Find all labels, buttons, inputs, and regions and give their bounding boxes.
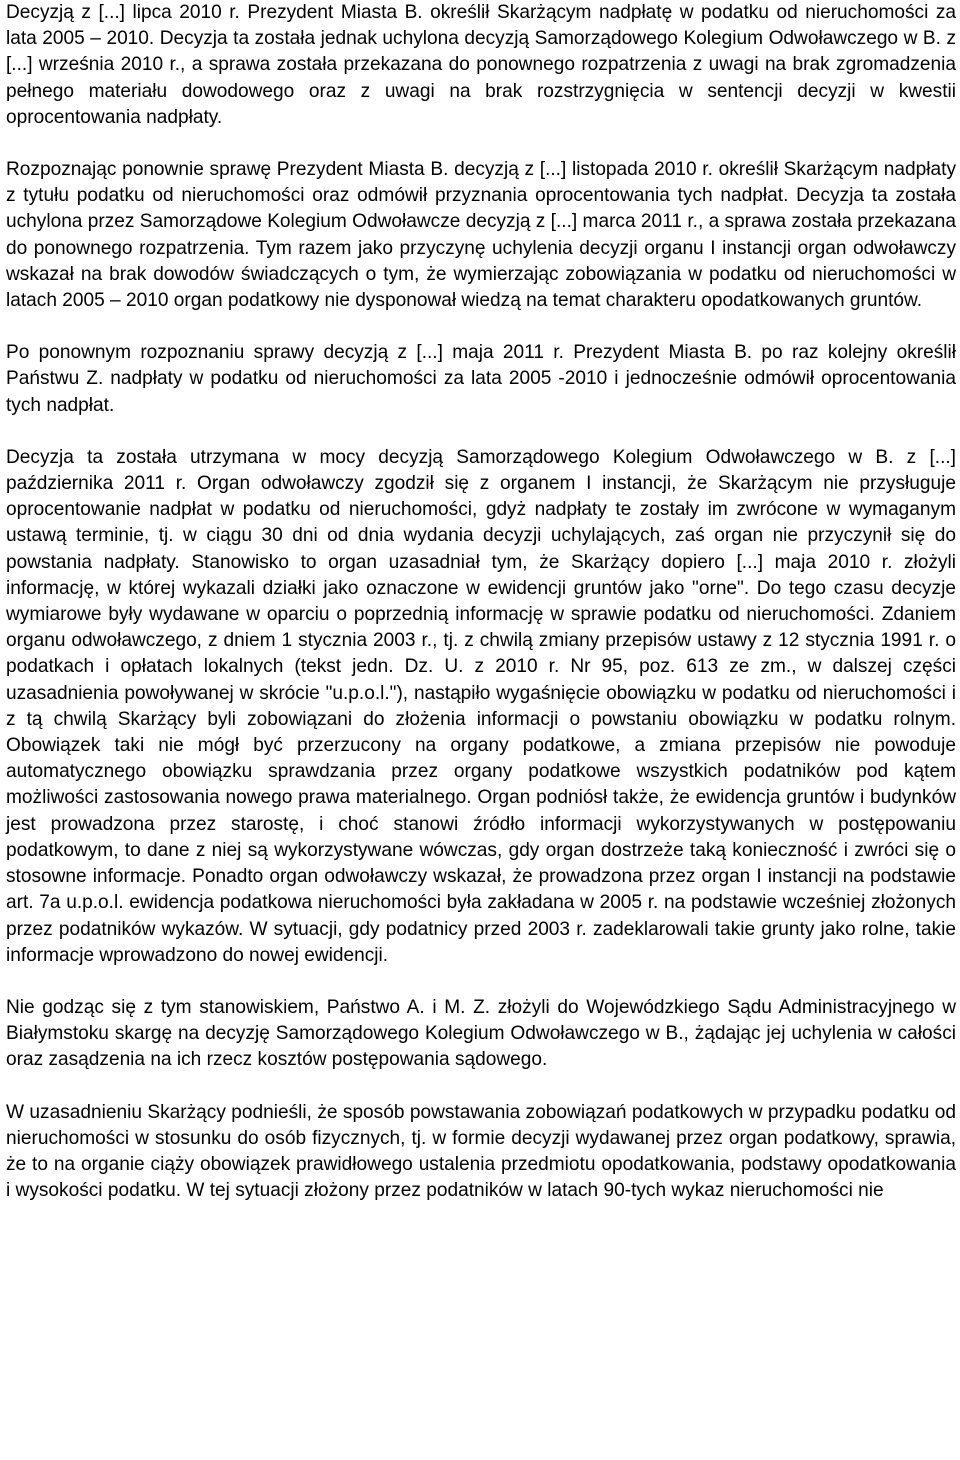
paragraph-2: Rozpoznając ponownie sprawę Prezydent Miasta B. decyzją z [...] listopada 2010 r. określił Skarżącym nadpłaty z tytułu podatku od nieruchomości oraz odmówił przyznania oprocentowania tych nadpłat. Decyzja ta została uchylona przez Samorządowe Kolegium Odwoławcze decyzją z [...] marca 2011 r., a sprawa została przekazana do ponownego rozpatrzenia. Tym razem jako przyczynę uchylenia decyzji organu I instancji organ odwoławczy wskazał na brak dowodów świadczących o tym, że wymierzając zobowiązania w podatku od nieruchomości w latach 2005 – 2010 organ podatkowy nie dysponował wiedzą na temat charakteru opodatkowanych gruntów. [6,159,956,312]
paragraph-5: Nie godząc się z tym stanowiskiem, Państwo A. i M. Z. złożyli do Wojewódzkiego Sądu Administracyjnego w Białymstoku skargę na decyzję Samorządowego Kolegium Odwoławczego w B., żądając jej uchylenia w całości oraz zasądzenia na ich rzecz kosztów postępowania sądowego. [6,996,956,1071]
paragraph-4: Decyzja ta została utrzymana w mocy decyzją Samorządowego Kolegium Odwoławczego w B. z [...] października 2011 r. Organ odwoławczy zgodził się z organem I instancji, że Skarżącym nie przysługuje oprocentowanie nadpłat w podatku od nieruchomości, gdyż nadpłaty te zostały im zwrócone w wymaganym ustawą terminie, tj. w ciągu 30 dni od dnia wydania decyzji uchylających, zaś organ nie przyczynił się do powstania nadpłaty. Stanowisko to organ uzasadniał tym, że Skarżący dopiero [...] maja 2010 r. złożyli informację, w której wykazali działki jako oznaczone w ewidencji gruntów jako "orne". Do tego czasu decyzje wymiarowe były wydawane w oparciu o poprzednią informację w sprawie podatku od nieruchomości. Zdaniem organu odwoławczego, z dniem 1 stycznia 2003 r., tj. z chwilą zmiany przepisów ustawy z 12 stycznia 1991 r. o podatkach i opłatach lokalnych (tekst jedn. Dz. U. z 2010 r. Nr 95, poz. 613 ze zm., w dalszej części uzasadnienia powoływanej w skrócie "u.p.o.l."), nastąpiło wygaśnięcie obowiązku w podatku od nieruchomości i z tą chwilą Skarżący byli zobowiązani do złożenia informacji o powstaniu obowiązku w podatku rolnym. Obowiązek taki nie mógł być przerzucony na organy podatkowe, a zmiana przepisów nie powoduje automatycznego obowiązku sprawdzania przez organy podatkowe wszystkich podatników pod kątem możliwości zastosowania nowego prawa materialnego. Organ podniósł także, że ewidencja gruntów i budynków jest prowadzona przez starostę, i choć stanowi źródło informacji wykorzystywanych w postępowaniu podatkowym, to dane z niej są wykorzystywane wówczas, gdy organ dostrzeże taką konieczność i zwróci się o stosowne informacje. Ponadto organ odwoławczy wskazał, że prowadzona przez organ I instancji na podstawie art. 7a u.p.o.l. ewidencja podatkowa nieruchomości była zakładana w 2005 r. na podstawie wcześniej złożonych przez podatników wykazów. W sytuacji, gdy podatnicy przed 2003 r. zadeklarowali takie grunty jako rolne, takie informacje wprowadzono do nowej ewidencji. [6,446,956,966]
paragraph-spacer [6,419,956,445]
paragraph-3: Po ponownym rozpoznaniu sprawy decyzją z [...] maja 2011 r. Prezydent Miasta B. po raz kolejny określił Państwu Z. nadpłaty w podatku od nieruchomości za lata 2005 -2010 i jednocześnie odmówił oprocentowania tych nadpłat. [6,342,956,416]
paragraph-spacer [6,1074,956,1100]
paragraph-spacer [6,969,956,995]
paragraph-spacer [6,314,956,340]
paragraph-1: Decyzją z [...] lipca 2010 r. Prezydent Miasta B. określił Skarżącym nadpłatę w podatku od nieruchomości za lata 2005 – 2010. Decyzja ta została jednak uchylona decyzją Samorządowego Kolegium Odwoławczego w B. z [...] września 2010 r., a sprawa została przekazana do ponownego rozpatrzenia z uwagi na brak zgromadzenia pełnego materiału dowodowego oraz z uwagi na brak rozstrzygnięcia w sentencji decyzji w kwestii oprocentowania nadpłaty. [6,2,956,128]
document-page [6,0,956,1204]
paragraph-spacer [6,131,956,157]
paragraph-6: W uzasadnieniu Skarżący podnieśli, że sposób powstawania zobowiązań podatkowych w przypadku podatku od nieruchomości w stosunku do osób fizycznych, tj. w formie decyzji wydawanej przez organ podatkowy, sprawia, że to na organie ciąży obowiązek prawidłowego ustalenia przedmiotu opodatkowania, podstawy opodatkowania i wysokości podatku. W tej sytuacji złożony przez podatników w latach 90-tych wykaz nieruchomości nie [6,1101,956,1202]
